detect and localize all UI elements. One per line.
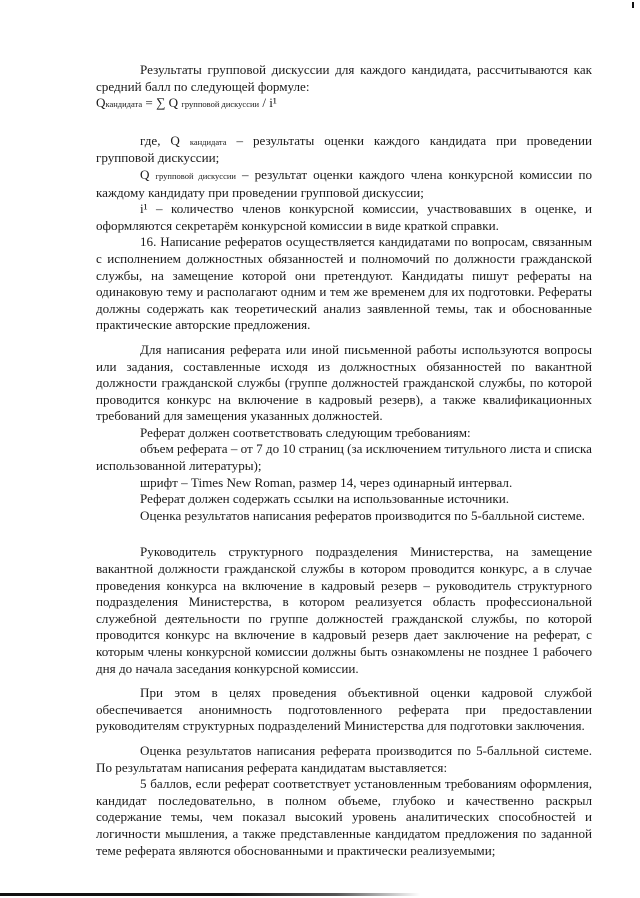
formula-divisor: / i¹ [259,95,277,111]
scan-edge-line [0,893,420,896]
five-points-paragraph: 5 баллов, если реферат соответствует установленным требованиям оформления, кандидат последовательно, в полном объеме, глубоко и качественно раскрыл содержание темы, чем показал высокий уровень аналитических способностей и логичности мышления, а также представленные кандидатом предложения по заданной теме реферата являются обоснованными и практически реализуемыми; [96,776,592,858]
formula-sum: = ∑ Q [142,95,182,111]
formula-q: Q [96,95,106,111]
document-page [96,62,592,859]
font-requirement: шрифт – Times New Roman, размер 14, через одинарный интервал. [140,474,513,490]
where-q-subscript: кандидата [189,136,227,147]
department-head-paragraph: Руководитель структурного подразделения Министерства, на замещение вакантной должности гражданской службы в котором проводится конкурс, а в случае проведения конкурса на включение в кадровый резерв – руководитель структурного подразделения Министерства, в котором реализуется область профессиональной служебной деятельности по группе должностей гражданской службы, по которой проводится конкурс на включение в кадровый резерв дает заключение на реферат, с которым члены конкурсной комиссии должны быть ознакомлены не позднее 1 рабочего дня до начала заседания конкурсной комиссии. [96,544,592,676]
references-requirement: Реферат должен содержать ссылки на использованные источники. [140,491,509,507]
where-q-symbol: где, Q [140,132,190,148]
intro-paragraph: Результаты групповой дискуссии для каждого кандидата, рассчитываются как средний балл по следующей формуле: [96,62,592,94]
assessment-paragraph: Оценка результатов написания реферата производится по 5-балльной системе. По результатам написания реферата кандидатам выставляется: [96,742,592,775]
scoring-system-paragraph: Оценка результатов написания рефератов производится по 5-балльной системе. [140,507,585,523]
section-16-paragraph: 16. Написание рефератов осуществляется кандидатами по вопросам, связанным с исполнением должностных обязанностей и полномочий по должности гражданской службы, на замещение которой они претендуют. Кандидаты пишут рефераты на одинаковую тему и располагают одним и тем же временем для их подготовки. Рефераты должны содержать как теоретический анализ заявленной темы, так и обоснованные практические авторские предложения. [96,234,592,333]
scan-artifact-mark [632,2,634,8]
q-discussion-text: – результат оценки каждого члена конкурсной комиссии по каждому кандидату при проведении групповой дискуссии; [96,166,593,200]
anonymity-paragraph: При этом в целях проведения объективной оценки кадровой службой обеспечивается анонимность подготовленного реферата при предоставлении руководителям структурных подразделений Министерства для подготовки заключения. [96,685,592,734]
formula-subscript-candidate: кандидата [105,99,143,110]
volume-requirement: объем реферата – от 7 до 10 страниц (за исключением титульного листа и списка использованной литературы); [96,441,592,474]
writing-tasks-paragraph: Для написания реферата или иной письменной работы используются вопросы или задания, составленные исходя из должностных обязанностей по вакантной должности гражданской службы (группе должностей гражданской службы, по которой проводится конкурс на включение в кадровый резерв), а также квалификационных требований для замещения указанных должностей. [96,341,592,424]
q-discussion-subscript: групповой дискуссии [155,170,236,181]
q-discussion-symbol: Q [140,166,156,182]
formula-subscript-discussion: групповой дискуссии [181,99,260,110]
i1-paragraph: i¹ – количество членов конкурсной комиссии, участвовавших в оценке, и оформляются секретарём конкурсной комиссии в виде краткой справки. [96,201,592,233]
where-q-candidate-paragraph [96,133,592,167]
where-q-text: – результаты оценки каждого кандидата при проведении групповой дискуссии; [96,132,592,166]
q-discussion-paragraph [96,167,592,201]
score-formula [96,95,592,113]
requirements-paragraph: Реферат должен соответствовать следующим требованиям: [140,424,471,440]
